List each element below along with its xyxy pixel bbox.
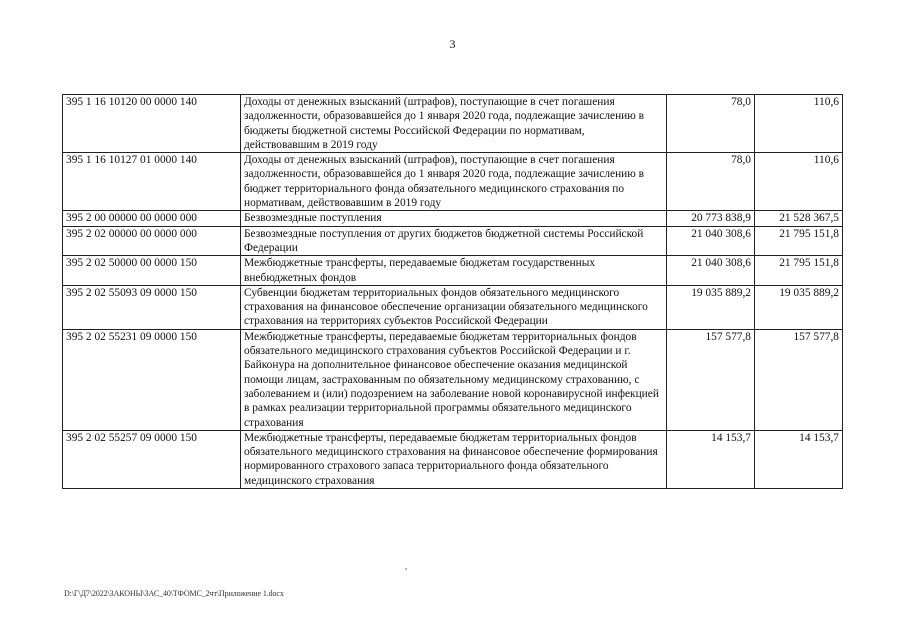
budget-code: 395 2 02 00000 00 0000 000 [63, 226, 241, 256]
amount-year-2: 19 035 889,2 [755, 285, 843, 329]
table-row [63, 226, 843, 256]
amount-year-1: 19 035 889,2 [667, 285, 755, 329]
table-row [63, 329, 843, 430]
scan-speck [405, 568, 407, 570]
amount-year-2: 21 528 367,5 [755, 211, 843, 226]
page-number: 3 [449, 37, 456, 51]
amount-year-2: 110,6 [755, 153, 843, 211]
budget-code: 395 2 02 55231 09 0000 150 [63, 329, 241, 430]
revenue-name: Безвозмездные поступления [241, 211, 667, 226]
revenue-name: Безвозмездные поступления от других бюджетов бюджетной системы Российской Федерации [241, 226, 667, 256]
amount-year-2: 21 795 151,8 [755, 256, 843, 286]
amount-year-1: 20 773 838,9 [667, 211, 755, 226]
table-row [63, 95, 843, 153]
amount-year-1: 21 040 308,6 [667, 256, 755, 286]
amount-year-2: 157 577,8 [755, 329, 843, 430]
amount-year-1: 14 153,7 [667, 430, 755, 488]
revenue-name: Доходы от денежных взысканий (штрафов), поступающие в счет погашения задолженности, образовавшейся до 1 января 2020 года, подлежащие зачислению в бюджет территориального фонда обязательного медицинского страхования по нормативам, действовавшим в 2019 году [241, 153, 667, 211]
table-row [63, 430, 843, 488]
table-row [63, 285, 843, 329]
amount-year-1: 157 577,8 [667, 329, 755, 430]
revenue-name: Межбюджетные трансферты, передаваемые бюджетам территориальных фондов обязательного медицинского страхования на финансовое обеспечение формирования нормированного страхового запаса территориального фонда обязательного медицинского страхования [241, 430, 667, 488]
budget-code: 395 2 00 00000 00 0000 000 [63, 211, 241, 226]
table-row [63, 256, 843, 286]
budget-table [62, 94, 843, 489]
budget-code: 395 1 16 10120 00 0000 140 [63, 95, 241, 153]
amount-year-2: 110,6 [755, 95, 843, 153]
table-row [63, 153, 843, 211]
budget-code: 395 2 02 55093 09 0000 150 [63, 285, 241, 329]
revenue-name: Межбюджетные трансферты, передаваемые бюджетам территориальных фондов обязательного медицинского страхования субъектов Российской Федерации и г. Байконура на дополнительное финансовое обеспечение оказания медицинской помощи лицам, застрахованным по обязательному медицинскому страхованию, с заболеванием и (или) подозрением на заболевание новой коронавирусной инфекцией в рамках реализации территориальной программы обязательного медицинского страхования [241, 329, 667, 430]
budget-code: 395 2 02 55257 09 0000 150 [63, 430, 241, 488]
revenue-name: Доходы от денежных взысканий (штрафов), поступающие в счет погашения задолженности, образовавшейся до 1 января 2020 года, подлежащие зачислению в бюджеты бюджетной системы Российской Федерации по нормативам, действовавшим в 2019 году [241, 95, 667, 153]
amount-year-1: 78,0 [667, 153, 755, 211]
amount-year-2: 21 795 151,8 [755, 226, 843, 256]
revenue-name: Субвенции бюджетам территориальных фондов обязательного медицинского страхования на финансовое обеспечение организации обязательного медицинского страхования на территориях субъектов Российской Федерации [241, 285, 667, 329]
budget-code: 395 2 02 50000 00 0000 150 [63, 256, 241, 286]
amount-year-1: 78,0 [667, 95, 755, 153]
revenue-name: Межбюджетные трансферты, передаваемые бюджетам государственных внебюджетных фондов [241, 256, 667, 286]
amount-year-1: 21 040 308,6 [667, 226, 755, 256]
budget-code: 395 1 16 10127 01 0000 140 [63, 153, 241, 211]
amount-year-2: 14 153,7 [755, 430, 843, 488]
footer-file-path: D:\Г\Д7\2022\ЗАКОНЫ\ЗАС_40\ТФОМС_2чт\Приложение 1.docx [64, 589, 284, 598]
table-row [63, 211, 843, 226]
